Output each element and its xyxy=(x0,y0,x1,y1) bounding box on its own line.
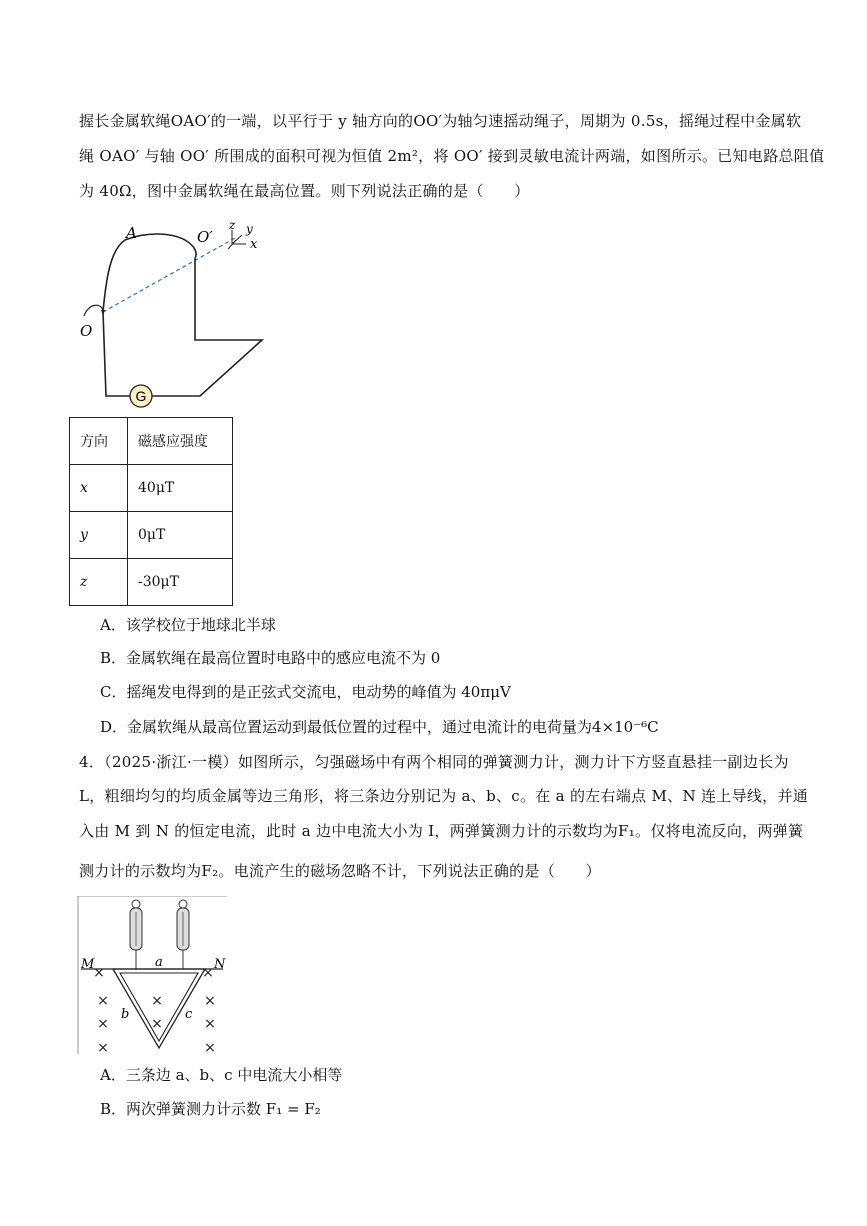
q3-option-a: A．该学校位于地球北半球 xyxy=(100,616,276,634)
q4-option-b: B．两次弹簧测力计示数 F₁ = F₂ xyxy=(100,1100,321,1118)
q3-rope-circuit-figure xyxy=(70,220,280,410)
table-cell: z xyxy=(70,559,128,606)
q4-stem-line-1: 4．（2025·浙江·一模）如图所示，匀强磁场中有两个相同的弹簧测力计，测力计下方竖直悬挂一副边长为 xyxy=(79,753,789,771)
table-row xyxy=(70,559,233,606)
q3-stem-line-3: 为 40Ω，图中金属软绳在最高位置。则下列说法正确的是（ ） xyxy=(79,182,530,200)
table-cell: x xyxy=(70,465,128,512)
table-cell: 0μT xyxy=(128,512,233,559)
field-cross-icon: × xyxy=(204,993,216,1009)
label-b: b xyxy=(121,1007,130,1022)
field-cross-icon: × xyxy=(202,965,214,981)
field-cross-icon: × xyxy=(97,993,109,1009)
label-x: x xyxy=(250,237,258,252)
table-header-direction: 方向 xyxy=(70,418,128,465)
field-cross-icon: × xyxy=(93,965,105,981)
q3-option-b: B．金属软绳在最高位置时电路中的感应电流不为 0 xyxy=(100,649,441,667)
q3-option-c: C．摇绳发电得到的是正弦式交流电，电动势的峰值为 40πμV xyxy=(100,683,511,701)
galvanometer-label: G xyxy=(135,388,147,404)
q3-stem-line-1: 握长金属软绳OAO′的一端，以平行于 y 轴方向的OO′为轴匀速摇动绳子，周期为 0.5s，摇绳过程中金属软 xyxy=(79,112,802,130)
field-cross-icon: × xyxy=(204,1016,216,1032)
table-header-row xyxy=(70,418,233,465)
magnetic-field-table xyxy=(69,417,233,606)
rotation-arrow-icon xyxy=(84,305,103,316)
label-y: y xyxy=(246,222,253,236)
table-header-field: 磁感应强度 xyxy=(128,418,233,465)
q4-triangle-spring-figure xyxy=(77,896,227,1054)
table-cell: -30μT xyxy=(128,559,233,606)
table-cell: y xyxy=(70,512,128,559)
field-cross-icon: × xyxy=(97,1016,109,1032)
label-a: a xyxy=(155,955,163,970)
label-A: A xyxy=(126,224,137,242)
label-M: M xyxy=(81,957,95,972)
q4-stem-line-3: 入由 M 到 N 的恒定电流，此时 a 边中电流大小为 I，两弹簧测力计的示数均为F₁。仅将电流反向，两弹簧 xyxy=(79,822,804,840)
field-cross-icon: × xyxy=(151,993,163,1009)
q4-stem-line-2: L，粗细均匀的均质金属等边三角形，将三条边分别记为 a、b、c。在 a 的左右端点 M、N 连上导线，并通 xyxy=(79,787,809,805)
label-O: O xyxy=(80,322,93,340)
field-cross-icon: × xyxy=(204,1040,216,1054)
q4-option-a: A．三条边 a、b、c 中电流大小相等 xyxy=(100,1066,343,1084)
axis-dashed-line xyxy=(103,238,235,312)
wire-right xyxy=(152,258,262,396)
q3-stem-line-2: 绳 OAO′ 与轴 OO′ 所围成的面积可视为恒值 2m²，将 OO′ 接到灵敏电流计两端，如图所示。已知电路总阻值 xyxy=(79,147,825,165)
table-row xyxy=(70,512,233,559)
table-cell: 40μT xyxy=(128,465,233,512)
field-cross-icon: × xyxy=(97,1040,109,1054)
q3-option-d: D．金属软绳从最高位置运动到最低位置的过程中，通过电流计的电荷量为4×10⁻⁶C xyxy=(100,718,659,736)
spring-scale-right-icon xyxy=(177,900,189,969)
table-row xyxy=(70,465,233,512)
label-N: N xyxy=(214,957,226,972)
field-cross-icon: × xyxy=(151,1016,163,1032)
rope-curve xyxy=(103,234,196,312)
label-z: z xyxy=(229,220,236,232)
label-c: c xyxy=(185,1007,193,1022)
label-O-prime: O′ xyxy=(197,228,213,246)
wire-left xyxy=(103,312,130,396)
spring-scale-left-icon xyxy=(130,900,142,969)
q4-stem-line-4: 测力计的示数均为F₂。电流产生的磁场忽略不计，下列说法正确的是（ ） xyxy=(79,862,601,880)
